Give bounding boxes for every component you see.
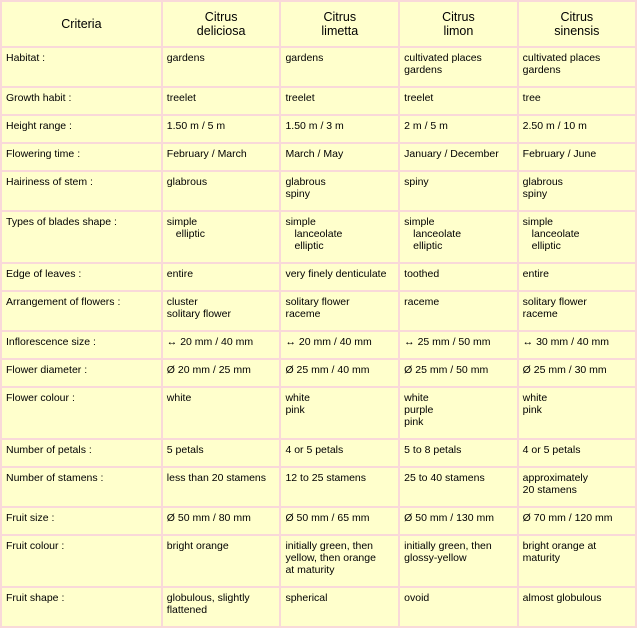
cell-line: glabrous	[285, 176, 326, 188]
table-cell	[281, 172, 398, 210]
table-row	[2, 144, 635, 170]
cell-line: ↔ 25 mm / 50 mm	[404, 336, 491, 348]
table-cell	[400, 468, 516, 506]
table-cell	[519, 172, 635, 210]
table-cell	[400, 508, 516, 534]
cell-line: 2 m / 5 m	[404, 120, 448, 132]
table-cell	[281, 48, 398, 86]
table-cell	[519, 360, 635, 386]
table-row	[2, 88, 635, 114]
cell-line: 12 to 25 stamens	[285, 472, 367, 484]
criteria-label: Flowering time :	[2, 144, 161, 170]
cell-line: toothed	[404, 268, 440, 280]
cell-line: yellow, then orange	[285, 552, 376, 564]
cell-line: gardens	[166, 52, 205, 64]
criteria-label: Inflorescence size :	[2, 332, 161, 358]
cell-line: elliptic	[175, 228, 205, 240]
table-cell	[281, 88, 398, 114]
criteria-label: Flower colour :	[2, 388, 161, 438]
criteria-label: Types of blades shape :	[2, 212, 161, 262]
cell-line: 2.50 m / 10 m	[522, 120, 587, 132]
table-cell	[281, 360, 398, 386]
cell-line: approximately	[522, 472, 589, 484]
cell-line: Ø 50 mm / 130 mm	[404, 512, 495, 524]
cell-line: lanceolate	[531, 228, 580, 240]
cell-line: white	[285, 392, 310, 404]
cell-line: 4 or 5 petals	[285, 444, 344, 456]
cell-line: Ø 70 mm / 120 mm	[522, 512, 613, 524]
table-cell	[281, 116, 398, 142]
table-cell	[519, 332, 635, 358]
cell-line: spiny	[285, 188, 310, 200]
table-cell	[281, 440, 398, 466]
table-row	[2, 388, 635, 438]
table-cell	[519, 440, 635, 466]
cell-line: Ø 25 mm / 30 mm	[522, 364, 607, 376]
table-row	[2, 332, 635, 358]
criteria-label: Habitat :	[2, 48, 161, 86]
table-row	[2, 172, 635, 210]
table-cell	[163, 588, 280, 626]
table-cell	[519, 212, 635, 262]
cell-line: bright orange at	[522, 540, 597, 552]
species-header-sinensis: Citrus sinensis	[519, 2, 635, 46]
table-cell	[281, 264, 398, 290]
table-row	[2, 212, 635, 262]
cell-line: lanceolate	[294, 228, 343, 240]
criteria-label: Number of petals :	[2, 440, 161, 466]
criteria-label: Edge of leaves :	[2, 264, 161, 290]
cell-line: cluster	[166, 296, 198, 308]
table-cell	[400, 172, 516, 210]
cell-line: maturity	[522, 552, 560, 564]
table-cell	[400, 48, 516, 86]
cell-line: simple	[166, 216, 198, 228]
cell-line: Ø 50 mm / 80 mm	[166, 512, 251, 524]
cell-line: raceme	[522, 308, 558, 320]
table-cell	[163, 440, 280, 466]
table-cell	[163, 508, 280, 534]
table-cell	[519, 144, 635, 170]
table-cell	[281, 588, 398, 626]
table-cell	[519, 48, 635, 86]
cell-line: lanceolate	[413, 228, 462, 240]
cell-line: initially green, then	[285, 540, 374, 552]
cell-line: cultivated places	[404, 52, 482, 64]
cell-line: February / March	[166, 148, 247, 160]
cell-line: treelet	[285, 92, 315, 104]
table-cell	[281, 508, 398, 534]
cell-line: elliptic	[294, 240, 324, 252]
table-cell	[163, 172, 280, 210]
cell-line: treelet	[166, 92, 196, 104]
table-cell	[163, 292, 280, 330]
cell-line: 4 or 5 petals	[522, 444, 581, 456]
table-row	[2, 508, 635, 534]
table-cell	[519, 508, 635, 534]
criteria-label: Flower diameter :	[2, 360, 161, 386]
cell-line: gardens	[285, 52, 324, 64]
cell-line: ↔ 20 mm / 40 mm	[166, 336, 254, 348]
cell-line: entire	[522, 268, 549, 280]
table-row	[2, 588, 635, 626]
table-cell	[163, 48, 280, 86]
cell-line: raceme	[404, 296, 440, 308]
cell-line: 1.50 m / 3 m	[285, 120, 344, 132]
cell-line: glabrous	[166, 176, 208, 188]
table-cell	[163, 360, 280, 386]
table-row	[2, 292, 635, 330]
cell-line: elliptic	[531, 240, 561, 252]
cell-line: bright orange	[166, 540, 229, 552]
species-header-limetta: Citrus limetta	[281, 2, 398, 46]
cell-line: white	[166, 392, 192, 404]
table-cell	[400, 388, 516, 438]
table-cell	[163, 332, 280, 358]
cell-line: solitary flower	[166, 308, 231, 320]
cell-line: very finely denticulate	[285, 268, 387, 280]
cell-line: February / June	[522, 148, 597, 160]
cell-line: initially green, then	[404, 540, 492, 552]
table-cell	[519, 264, 635, 290]
table-cell	[163, 264, 280, 290]
cell-line: pink	[404, 416, 424, 428]
cell-line: Ø 20 mm / 25 mm	[166, 364, 251, 376]
table-cell	[519, 116, 635, 142]
table-cell	[281, 292, 398, 330]
criteria-label: Fruit colour :	[2, 536, 161, 586]
cell-line: March / May	[285, 148, 344, 160]
cell-line: cultivated places	[522, 52, 601, 64]
criteria-label: Fruit size :	[2, 508, 161, 534]
table-cell	[519, 88, 635, 114]
table-cell	[400, 212, 516, 262]
table-row	[2, 264, 635, 290]
cell-line: globulous, slightly	[166, 592, 250, 604]
table-row	[2, 360, 635, 386]
criteria-label: Height range :	[2, 116, 161, 142]
cell-line: pink	[522, 404, 542, 416]
cell-line: spherical	[285, 592, 328, 604]
header-row	[2, 2, 635, 46]
cell-line: tree	[522, 92, 541, 104]
cell-line: ovoid	[404, 592, 430, 604]
table-cell	[163, 212, 280, 262]
table-cell	[281, 212, 398, 262]
cell-line: glabrous	[522, 176, 563, 188]
cell-line: elliptic	[413, 240, 443, 252]
table-cell	[281, 332, 398, 358]
cell-line: gardens	[522, 64, 561, 76]
cell-line: January / December	[404, 148, 499, 160]
table-cell	[400, 588, 516, 626]
cell-line: at maturity	[285, 564, 335, 576]
cell-line: ↔ 20 mm / 40 mm	[285, 336, 372, 348]
table-cell	[519, 292, 635, 330]
table-cell	[163, 116, 280, 142]
cell-line: simple	[522, 216, 553, 228]
criteria-label: Growth habit :	[2, 88, 161, 114]
cell-line: 1.50 m / 5 m	[166, 120, 226, 132]
cell-line: solitary flower	[522, 296, 587, 308]
cell-line: spiny	[404, 176, 429, 188]
table-row	[2, 468, 635, 506]
cell-line: almost globulous	[522, 592, 602, 604]
table-row	[2, 440, 635, 466]
cell-line: less than 20 stamens	[166, 472, 267, 484]
criteria-label: Number of stamens :	[2, 468, 161, 506]
cell-line: glossy-yellow	[404, 552, 467, 564]
criteria-label: Fruit shape :	[2, 588, 161, 626]
table-cell	[163, 468, 280, 506]
table-cell	[400, 292, 516, 330]
table-cell	[400, 360, 516, 386]
cell-line: entire	[166, 268, 194, 280]
cell-line: white	[404, 392, 429, 404]
cell-line: solitary flower	[285, 296, 350, 308]
cell-line: simple	[285, 216, 316, 228]
table-cell	[400, 88, 516, 114]
cell-line: flattened	[166, 604, 208, 616]
cell-line: raceme	[285, 308, 321, 320]
criteria-header: Criteria	[2, 2, 161, 46]
table-cell	[163, 144, 280, 170]
table-row	[2, 116, 635, 142]
cell-line: purple	[404, 404, 434, 416]
cell-line: 5 petals	[166, 444, 204, 456]
cell-line: spiny	[522, 188, 548, 200]
table-row	[2, 48, 635, 86]
cell-line: white	[522, 392, 548, 404]
cell-line: pink	[285, 404, 305, 416]
table-cell	[519, 588, 635, 626]
table-cell	[400, 144, 516, 170]
cell-line: 25 to 40 stamens	[404, 472, 485, 484]
cell-line: 5 to 8 petals	[404, 444, 462, 456]
cell-line: 20 stamens	[522, 484, 577, 496]
table-cell	[400, 116, 516, 142]
species-header-deliciosa: Citrus deliciosa	[163, 2, 280, 46]
table-cell	[519, 468, 635, 506]
cell-line: Ø 25 mm / 50 mm	[404, 364, 489, 376]
table-cell	[400, 440, 516, 466]
cell-line: treelet	[404, 92, 434, 104]
criteria-label: Arrangement of flowers :	[2, 292, 161, 330]
cell-line: simple	[404, 216, 435, 228]
table-cell	[281, 388, 398, 438]
table-cell	[519, 388, 635, 438]
table-cell	[281, 144, 398, 170]
table-cell	[400, 332, 516, 358]
cell-line: Ø 50 mm / 65 mm	[285, 512, 370, 524]
table-cell	[163, 388, 280, 438]
criteria-label: Hairiness of stem :	[2, 172, 161, 210]
species-header-limon: Citrus limon	[400, 2, 516, 46]
table-cell	[163, 88, 280, 114]
cell-line: ↔ 30 mm / 40 mm	[522, 336, 610, 348]
cell-line: Ø 25 mm / 40 mm	[285, 364, 370, 376]
table-cell	[281, 468, 398, 506]
table-cell	[400, 264, 516, 290]
cell-line: gardens	[404, 64, 443, 76]
